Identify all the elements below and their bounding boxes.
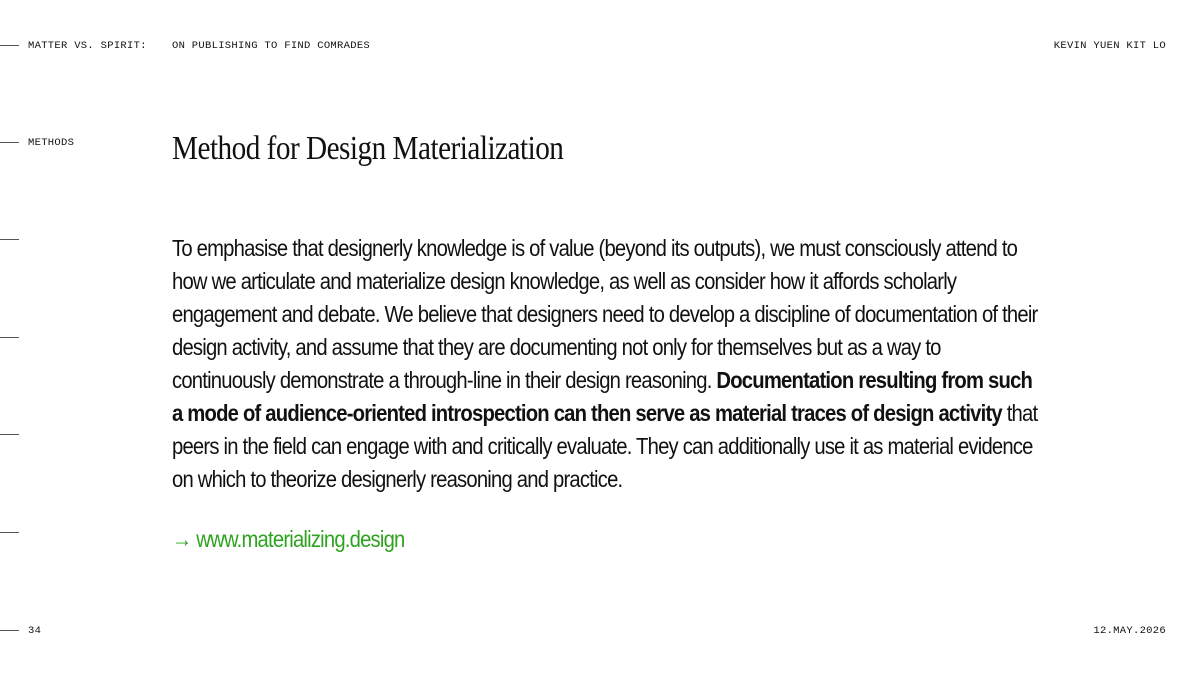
arrow-right-icon: → [172,526,192,552]
margin-tick [0,532,19,533]
website-link[interactable] [172,526,405,553]
margin-tick [0,45,19,46]
header-subtitle: ON PUBLISHING TO FIND COMRADES [172,40,371,52]
header-series-label: MATTER VS. SPIRIT: [28,40,147,52]
body-text-emphasis: Documentation resulting from such a mode of audience-oriented introspection can then serve as material traces of design activity [172,367,1033,426]
header-author: KEVIN YUEN KIT LO [1053,40,1166,52]
margin-tick [0,434,19,435]
website-link-text: www.materializing.design [196,526,405,552]
margin-tick [0,142,19,143]
page-number: 34 [28,625,42,637]
footer-date: 12.MAY.2026 [1093,625,1166,637]
page-title: Method for Design Materialization [172,130,564,167]
body-text-part2: that peers in the field can engage with and critically evaluate. They can additionally use it as material evidence on which to theorize designerly reasoning and practice. [172,400,1038,492]
margin-tick [0,337,19,338]
margin-tick [0,239,19,240]
body-paragraph [172,232,1039,496]
margin-tick [0,630,19,631]
section-label: METHODS [28,137,75,149]
body-text-part1: To emphasise that designerly knowledge is of value (beyond its outputs), we must consciously attend to how we articulate and materialize design knowledge, as well as consider how it affords scholarly engagement and debate. We believe that designers need to develop a discipline of documentation of their design activity, and assume that they are documenting not only for themselves but as a way to continuously demonstrate a through-line in their design reasoning. [172,235,1038,393]
